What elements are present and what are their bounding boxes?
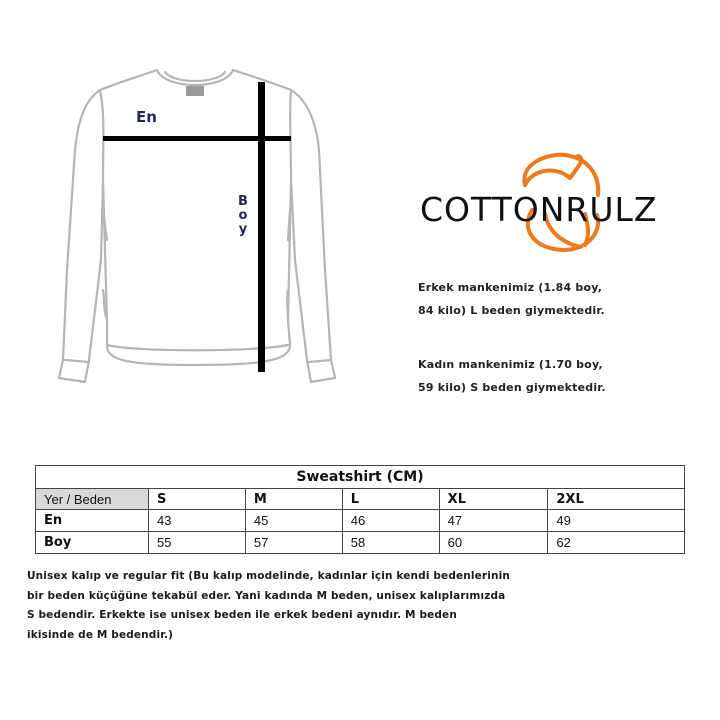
length-label [236,195,250,237]
table-cell: 49 [548,510,685,532]
corner-label: Yer / Beden [36,489,149,510]
sweatshirt-outline [59,70,335,382]
table-row [36,532,685,554]
table-cell: 55 [149,532,246,554]
size-table [35,465,685,554]
note-line: Erkek mankenimiz (1.84 boy, [418,281,603,294]
note-line: 84 kilo) L beden giymektedir. [418,304,605,317]
note-line: 59 kilo) S beden giymektedir. [418,381,606,394]
table-cell: 62 [548,532,685,554]
male-model-note [418,276,708,322]
width-label: En [136,108,157,126]
size-header: XL [439,489,548,510]
length-label-letter: y [238,222,248,237]
table-cell: 45 [245,510,342,532]
size-header-row [36,489,685,510]
table-row [36,510,685,532]
length-measure-line [258,82,265,372]
sweatshirt-diagram [45,60,345,410]
size-header: M [245,489,342,510]
size-header: L [342,489,439,510]
brand-name: COTTONRULZ [420,190,658,229]
collar-tag [186,86,204,96]
fit-note [27,567,702,645]
note-line: Kadın mankenimiz (1.70 boy, [418,358,603,371]
table-cell: 47 [439,510,548,532]
size-table-title: Sweatshirt (CM) [36,466,685,489]
length-label-letter: B [238,194,248,209]
row-label: En [36,510,149,532]
note-line: bir beden küçüğüne tekabül eder. Yani kadında M beden, unisex kalıplarımızda [27,589,506,602]
note-line: S bedendir. Erkekte ise unisex beden ile erkek bedeni aynıdır. M beden [27,609,457,621]
table-cell: 58 [342,532,439,554]
table-cell: 46 [342,510,439,532]
note-line: ikisinde de M bedendir.) [27,628,174,641]
table-cell: 60 [439,532,548,554]
table-cell: 57 [245,532,342,554]
female-model-note [418,353,708,399]
size-header: 2XL [548,489,685,510]
length-label-letter: o [238,208,248,223]
note-line: Unisex kalıp ve regular fit (Bu kalıp modelinde, kadınlar için kendi bedenlerinin [27,570,510,582]
row-label: Boy [36,532,149,554]
table-cell: 43 [149,510,246,532]
size-header: S [149,489,246,510]
